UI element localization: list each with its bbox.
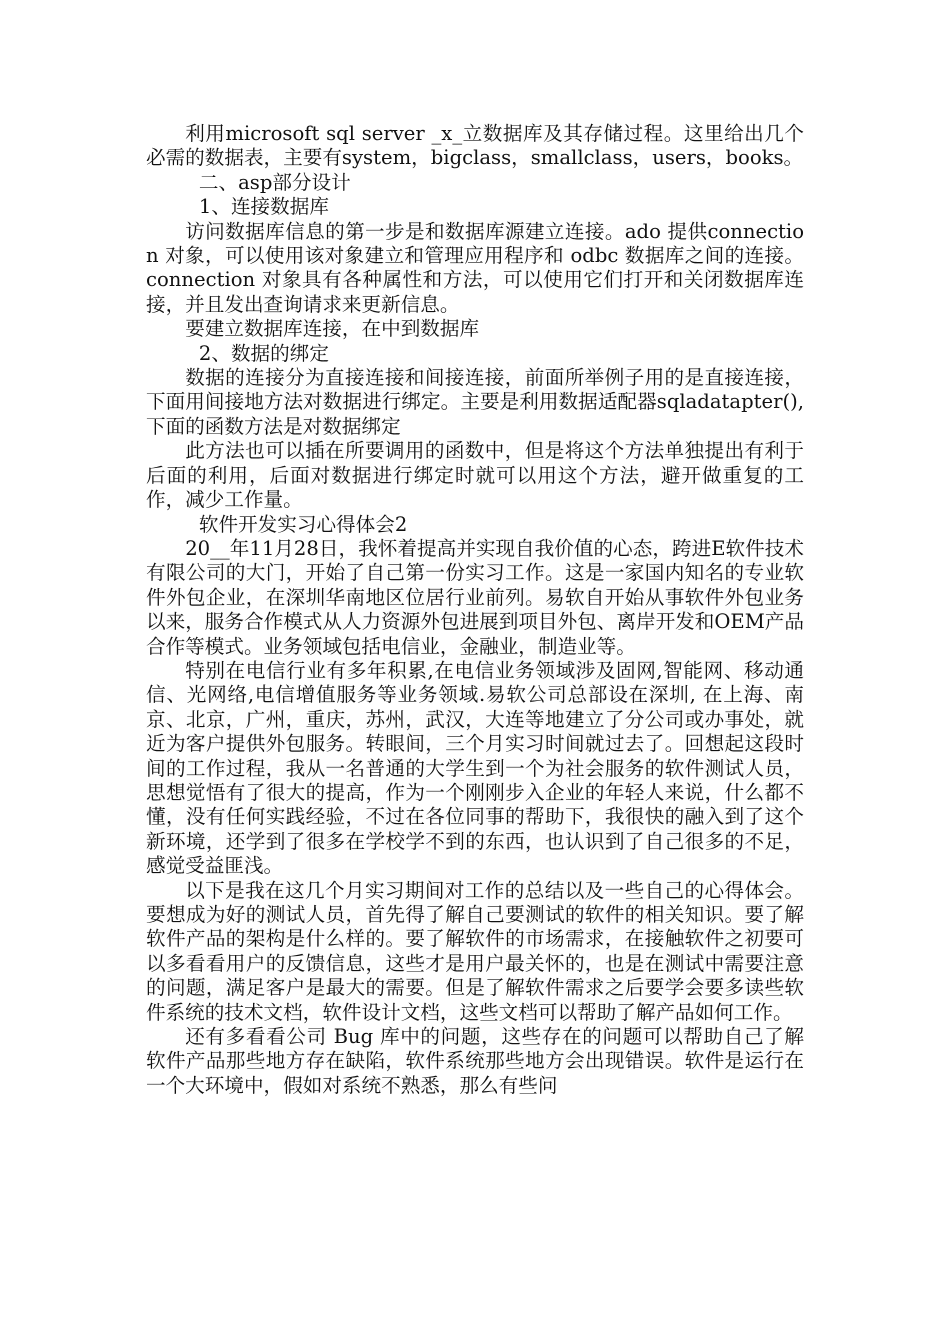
paragraph-company-intro: 20__年11月28日，我怀着提高并实现自我价值的心态，跨进E软件技术有限公司的大门，开始了自己第一份实习工作。这是一家国内知名的专业软件外包企业，在深圳华南地区位居行业前列。易软自开始从事软件外包业务以来，服务合作模式从人力资源外包进展到项目外包、离岸开发和OEM产品合作等模式。业务领域包括电信业，金融业，制造业等。 <box>146 536 804 658</box>
subheading-data-binding: 2、数据的绑定 <box>198 341 329 365</box>
paragraph-testing-summary: 以下是我在这几个月实习期间对工作的总结以及一些自己的心得体会。要想成为好的测试人员，首先得了解自己要测试的软件的相关知识。要了解软件产品的架构是什么样的。要了解软件的市场需求，在接触软件之初要可以多看看用户的反馈信息，这些才是用户最关怀的，也是在测试中需要注意的问题，满足客户是最大的需要。但是了解软件需求之后要学会要多读些软件系统的技术文档，软件设计文档，这些文档可以帮助了解产品如何工作。 <box>146 878 804 1024</box>
paragraph-bug-library: 还有多看看公司 Bug 库中的问题，这些存在的问题可以帮助自己了解软件产品那些地方存在缺陷，软件系统那些地方会出现错误。软件是运行在一个大环境中，假如对系统不熟悉，那么有些问 <box>146 1025 804 1097</box>
section-heading-asp-design: 二、asp部分设计 <box>198 170 351 194</box>
paragraph-establish-connection: 要建立数据库连接，在中到数据库 <box>185 317 480 341</box>
section-heading-internship-2: 软件开发实习心得体会2 <box>198 512 408 536</box>
subheading-connect-database: 1、连接数据库 <box>198 195 329 219</box>
paragraph-telecom-experience: 特别在电信行业有多年积累,在电信业务领域涉及固网,智能网、移动通信、光网络,电信增值服务等业务领域.易软公司总部设在深圳, 在上海、南京、北京，广州，重庆，苏州，武汉，大连等地建立了分公司或办事处，就近为客户提供外包服务。转眼间，三个月实习时间就过去了。回想起这段时间的工作过程，我从一名普通的大学生到一个为社会服务的软件测试人员，思想觉悟有了很大的提高，作为一个刚刚步入企业的年轻人来说，什么都不懂，没有任何实践经验，不过在各位同事的帮助下，我很快的融入到了这个新环境，还学到了很多在学校学不到的东西，也认识到了自己很多的不足，感觉受益匪浅。 <box>146 658 804 878</box>
paragraph-method-reuse: 此方法也可以插在所要调用的函数中，但是将这个方法单独提出有利于后面的利用，后面对数据进行绑定时就可以用这个方法，避开做重复的工作，减少工作量。 <box>146 439 804 512</box>
paragraph-1: 利用microsoft sql server _x_立数据库及其存储过程。这里给出几个必需的数据表，主要有system，bigclass，smallclass，users，books。 <box>146 122 804 170</box>
paragraph-data-binding: 数据的连接分为直接连接和间接连接，前面所举例子用的是直接连接，下面用间接地方法对数据进行绑定。主要是利用数据适配器sqladatapter(),下面的函数方法是对数据绑定 <box>146 366 804 438</box>
document-body <box>146 122 804 1098</box>
paragraph-connection: 访问数据库信息的第一步是和数据库源建立连接。ado 提供connection 对象，可以使用该对象建立和管理应用程序和 odbc 数据库之间的连接。connection 对象具有各种属性和方法，可以使用它们打开和关闭数据库连接，并且发出查询请求来更新信息。 <box>146 219 804 316</box>
